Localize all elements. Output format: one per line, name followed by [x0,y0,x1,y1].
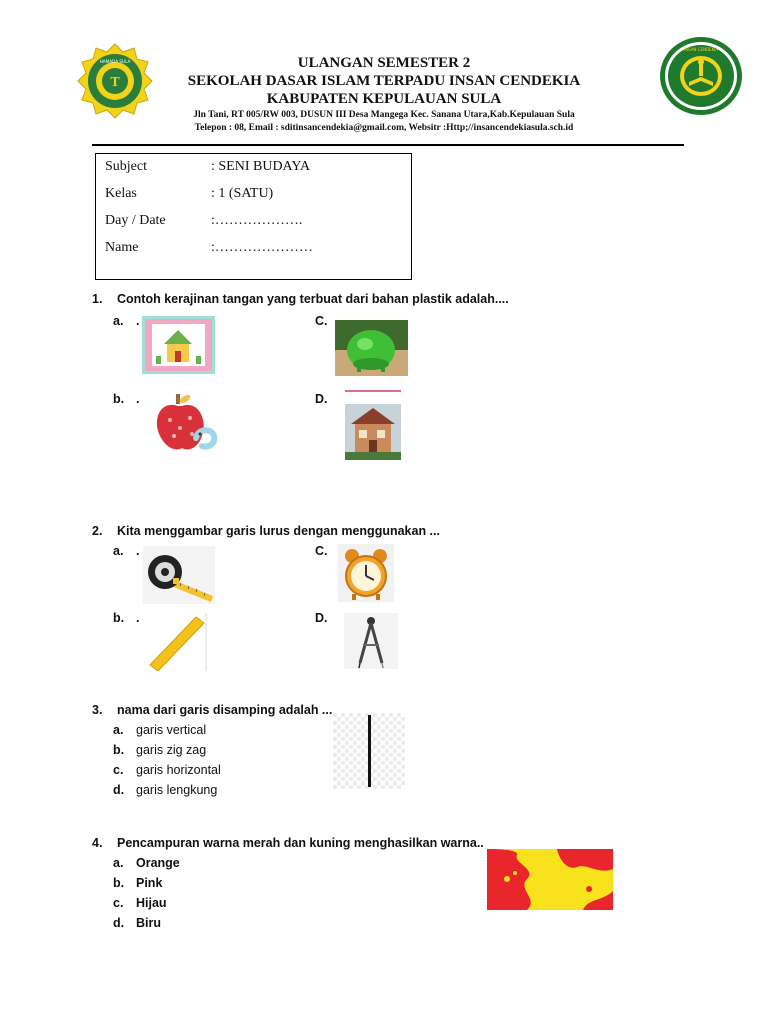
q4-option-d-letter[interactable]: d. [113,916,125,930]
q3-option-a-text[interactable]: garis vertical [136,723,207,737]
question-3-text: nama dari garis disamping adalah ... [117,703,333,717]
q2-option-b-letter[interactable]: b. [113,611,125,625]
vertical-line-image [333,713,405,789]
q4-option-c-text[interactable]: Hijau [136,896,167,910]
info-label-name: Name [105,240,139,255]
q3-option-d-text[interactable]: garis lengkung [136,783,218,797]
info-value-class: : 1 (SATU) [211,186,274,201]
question-1-text: Contoh kerajinan tangan yang terbuat dari bahan plastik adalah.... [117,292,509,306]
question-3-number: 3. [92,703,103,717]
plastic-bottle-craft-image[interactable] [335,320,408,376]
q1-option-c-letter[interactable]: C. [315,314,328,328]
regency-name: KABUPATEN KEPULAUAN SULA [266,91,502,107]
q1-option-d-letter[interactable]: D. [315,392,328,406]
question-1-number: 1. [92,292,103,306]
info-label-class: Kelas [105,186,137,201]
model-house-craft-image[interactable] [343,390,401,460]
alarm-clock-image[interactable] [338,544,394,602]
q3-option-b-letter[interactable]: b. [113,743,125,757]
q4-option-b-letter[interactable]: b. [113,876,125,890]
header-divider [92,144,684,146]
school-contact: Telepon : 08, Email : sditinsancendekia@gmail.com, Websitr :Http;//insancendekiasula.sch.id [194,123,574,133]
info-label-subject: Subject [105,159,147,174]
q3-option-c-text[interactable]: garis horizontal [136,763,221,777]
q4-option-b-text[interactable]: Pink [136,876,163,890]
paper-house-craft-image[interactable] [142,316,215,374]
svg-text:INSAN CENDEKIA: INSAN CENDEKIA [683,47,719,52]
question-4-number: 4. [92,836,103,850]
svg-text:HAMADA SULA: HAMADA SULA [99,59,131,64]
q3-option-a-letter[interactable]: a. [113,723,124,737]
question-2-text: Kita menggambar garis lurus dengan menggunakan ... [117,524,440,538]
exam-title: ULANGAN SEMESTER 2 [297,55,471,71]
q4-option-a-text[interactable]: Orange [136,856,180,870]
info-value-name[interactable]: :………………… [211,240,313,255]
paper-apple-craft-image[interactable] [152,390,218,454]
red-yellow-mix-image [487,849,613,910]
school-name: SEKOLAH DASAR ISLAM TERPADU INSAN CENDEKIA [187,73,581,89]
q2-option-a-letter[interactable]: a. [113,544,124,558]
q1-option-b-letter[interactable]: b. [113,392,125,406]
q3-option-d-letter[interactable]: d. [113,783,125,797]
compass-image[interactable] [344,613,398,669]
q2-option-c-letter[interactable]: C. [315,544,328,558]
q1-option-b-text: . [136,392,140,406]
q4-option-a-letter[interactable]: a. [113,856,124,870]
q3-option-b-text[interactable]: garis zig zag [136,743,207,757]
question-2-number: 2. [92,524,103,538]
q1-option-a-text: . [136,314,140,328]
q2-option-a-text: . [136,544,140,558]
tape-measure-image[interactable] [143,546,215,604]
svg-text:T: T [110,75,120,90]
q3-option-c-letter[interactable]: c. [113,763,124,777]
school-address: Jln Tani, RT 005/RW 003, DUSUN III Desa Mangega Kec. Sanana Utara,Kab.Kepulauan Sula [193,110,575,120]
question-4-text: Pencampuran warna merah dan kuning menghasilkan warna.. [117,836,484,850]
info-value-date[interactable]: :………………. [211,213,303,228]
info-label-date: Day / Date [105,213,166,228]
q4-option-d-text[interactable]: Biru [136,916,161,930]
ruler-image[interactable] [146,613,208,671]
info-value-subject: : SENI BUDAYA [211,159,311,174]
q2-option-d-letter[interactable]: D. [315,611,328,625]
q2-option-b-text: . [136,611,140,625]
q4-option-c-letter[interactable]: c. [113,896,124,910]
q1-option-a-letter[interactable]: a. [113,314,124,328]
